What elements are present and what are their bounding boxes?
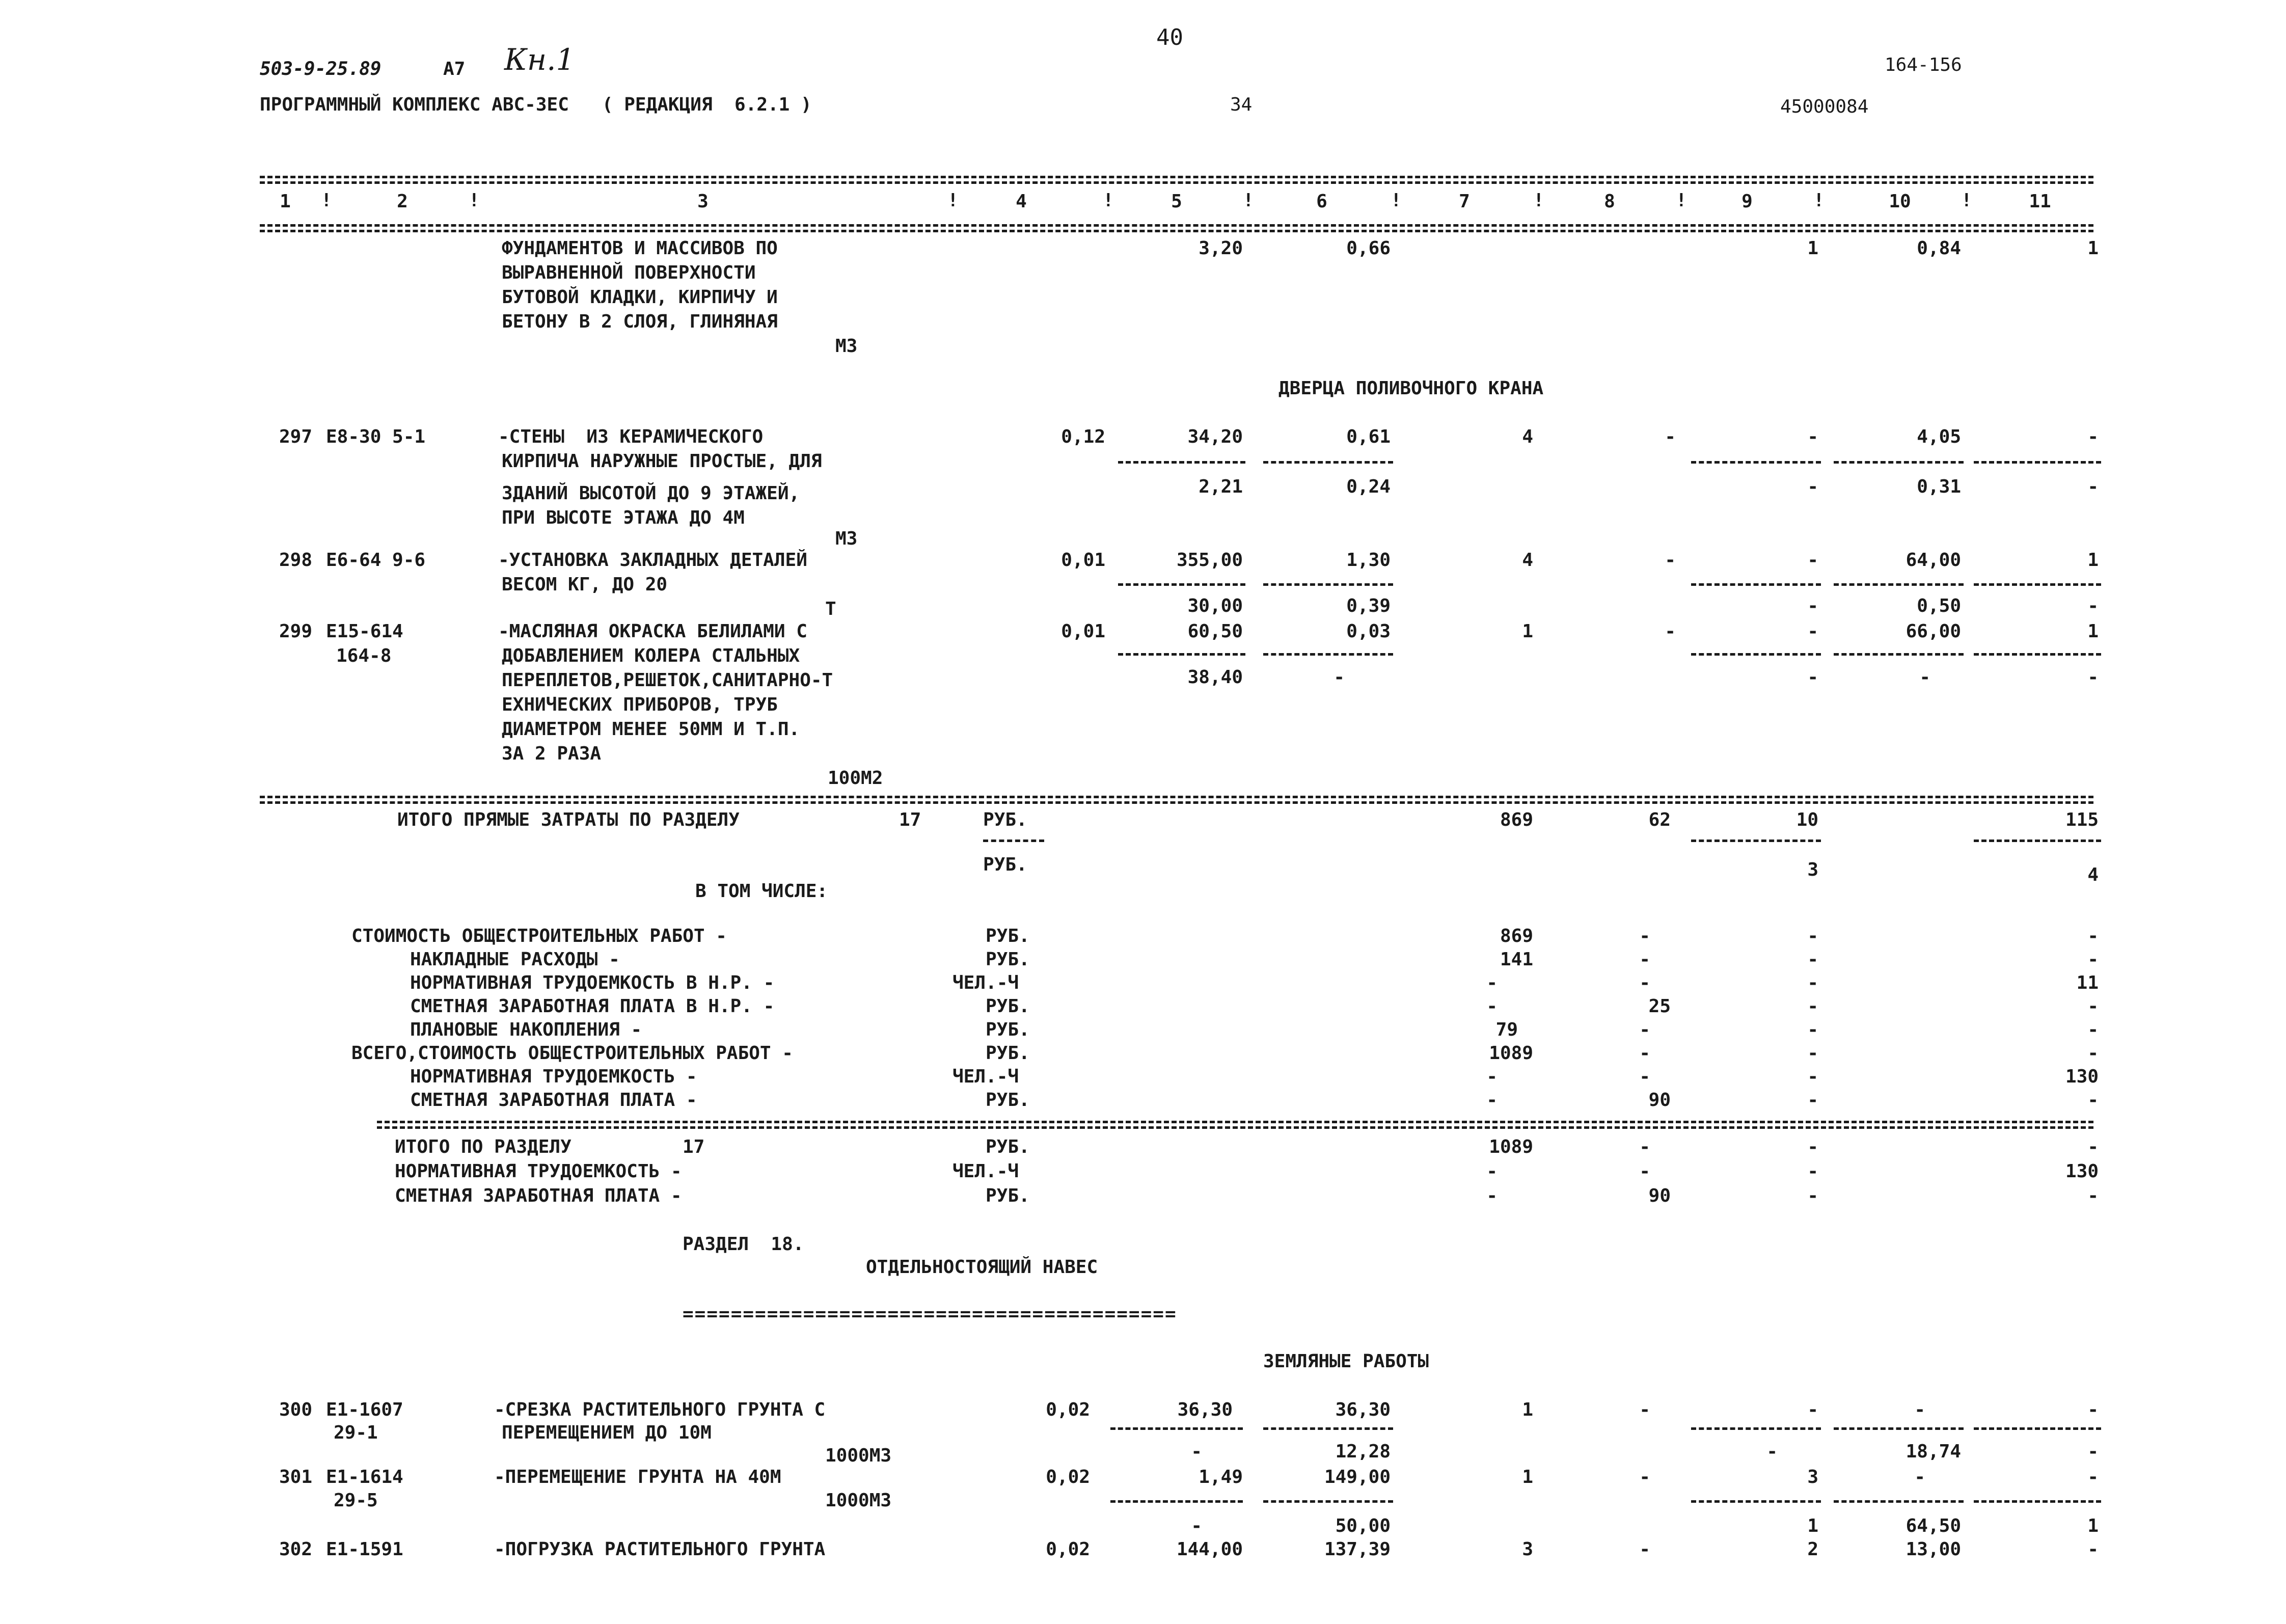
cell-rule xyxy=(1110,1427,1243,1433)
section-rule xyxy=(260,796,2093,801)
cell-col11: 130 xyxy=(2065,1066,2099,1087)
row-number: 299 xyxy=(279,621,313,642)
cell-col8: - xyxy=(1665,621,1676,642)
column-separator: ! xyxy=(947,190,959,211)
cell-rule xyxy=(1974,1427,2101,1433)
cell-col8: - xyxy=(1639,1136,1650,1157)
cell-col8: - xyxy=(1639,1161,1650,1182)
row-code: 164-8 xyxy=(336,645,392,666)
cell-col11: 115 xyxy=(2065,809,2099,830)
cell-rule xyxy=(1974,840,2101,845)
cell-col9: - xyxy=(1807,1399,1818,1420)
cell-rule xyxy=(983,840,1044,845)
list-item-label: НОРМАТИВНАЯ ТРУДОЕМКОСТЬ - xyxy=(410,1066,697,1087)
row-description: ДОБАВЛЕНИЕМ КОЛЕРА СТАЛЬНЫХ xyxy=(502,645,800,666)
row-description: ФУНДАМЕНТОВ И МАССИВОВ ПО xyxy=(502,238,778,259)
cell-col9: - xyxy=(1807,476,1818,497)
cell-col11: - xyxy=(2087,1090,2099,1111)
column-number: 5 xyxy=(1171,191,1182,212)
cell-col7: 1 xyxy=(1522,1467,1533,1487)
column-separator: ! xyxy=(1533,190,1544,211)
cell-rule xyxy=(1691,840,1821,845)
cell-col5: 60,50 xyxy=(1187,621,1243,642)
cell-col4: 0,02 xyxy=(1046,1467,1090,1487)
cell-col5: 2,21 xyxy=(1199,476,1243,497)
row-description: -СРЕЗКА РАСТИТЕЛЬНОГО ГРУНТА С xyxy=(494,1399,826,1420)
format-label: А7 xyxy=(443,59,466,79)
cell-col8: 90 xyxy=(1648,1090,1671,1111)
row-unit: Т xyxy=(825,599,836,619)
list-item-unit: РУБ. xyxy=(986,1090,1030,1111)
cell-col6: 12,28 xyxy=(1335,1441,1391,1462)
cell-col4: 0,01 xyxy=(1061,550,1105,571)
column-separator: ! xyxy=(1813,190,1825,211)
cell-col7: 1 xyxy=(1522,621,1533,642)
cell-rule xyxy=(1263,1427,1393,1433)
cell-col9: - xyxy=(1807,621,1818,642)
total-label: СМЕТНАЯ ЗАРАБОТНАЯ ПЛАТА - xyxy=(395,1185,682,1206)
total-label: ИТОГО ПРЯМЫЕ ЗАТРАТЫ ПО РАЗДЕЛУ xyxy=(397,809,740,830)
list-item-unit: РУБ. xyxy=(986,926,1030,946)
list-item-unit: РУБ. xyxy=(986,1043,1030,1064)
program-line: ПРОГРАММНЫЙ КОМПЛЕКС АВС-3ЕС ( РЕДАКЦИЯ 6.2.1 ) xyxy=(260,94,812,115)
row-unit: 1000М3 xyxy=(825,1490,892,1511)
cell-rule xyxy=(1691,1500,1821,1506)
row-description: -УСТАНОВКА ЗАКЛАДНЫХ ДЕТАЛЕЙ xyxy=(498,550,807,571)
cell-rule xyxy=(1974,653,2101,659)
list-item-label: СМЕТНАЯ ЗАРАБОТНАЯ ПЛАТА В Н.Р. - xyxy=(410,996,775,1017)
cell-col9: 10 xyxy=(1796,809,1818,830)
cell-col11: - xyxy=(2087,1539,2099,1560)
cell-col7: 869 xyxy=(1500,926,1533,946)
cell-col7: 869 xyxy=(1500,809,1533,830)
section-rule xyxy=(377,1121,2093,1126)
total-unit: РУБ. xyxy=(986,1185,1030,1206)
cell-col7: 141 xyxy=(1500,949,1533,970)
cell-rule xyxy=(1110,1500,1243,1506)
row-description: КИРПИЧА НАРУЖНЫЕ ПРОСТЫЕ, ДЛЯ xyxy=(502,451,822,472)
cell-col8: - xyxy=(1639,1399,1650,1420)
cell-col8: - xyxy=(1639,1467,1650,1487)
cell-col11: - xyxy=(2087,1399,2099,1420)
cell-col11: - xyxy=(2087,1185,2099,1206)
cell-rule xyxy=(1118,583,1245,589)
cell-col6: 36,30 xyxy=(1335,1399,1391,1420)
cell-col9: 2 xyxy=(1807,1539,1818,1560)
row-number: 297 xyxy=(279,426,313,447)
total-unit: РУБ. xyxy=(983,854,1027,875)
total-section-number: 17 xyxy=(683,1136,705,1157)
row-description: -СТЕНЫ ИЗ КЕРАМИЧЕСКОГО xyxy=(498,426,764,447)
row-number: 298 xyxy=(279,550,313,571)
cell-col8: - xyxy=(1639,1043,1650,1064)
cell-col11: 4 xyxy=(2087,864,2099,885)
row-description: БУТОВОЙ КЛАДКИ, КИРПИЧУ И xyxy=(502,287,778,308)
column-separator: ! xyxy=(321,190,332,211)
row-unit: М3 xyxy=(835,528,858,549)
cell-col11: 1 xyxy=(2087,621,2099,642)
cell-col9: - xyxy=(1807,1043,1818,1064)
cell-col11: 1 xyxy=(2087,238,2099,259)
row-code: 29-1 xyxy=(334,1422,378,1443)
cell-col10: 66,00 xyxy=(1906,621,1961,642)
subsection-title: ДВЕРЦА ПОЛИВОЧНОГО КРАНА xyxy=(1278,378,1544,399)
cell-col7: - xyxy=(1486,1066,1498,1087)
column-number: 2 xyxy=(397,191,408,212)
cell-col7: 4 xyxy=(1522,426,1533,447)
cell-col11: 11 xyxy=(2076,972,2099,993)
cell-col9: - xyxy=(1807,996,1818,1017)
cell-col8: 90 xyxy=(1648,1185,1671,1206)
cell-col9: 3 xyxy=(1807,1467,1818,1487)
cell-col7: 4 xyxy=(1522,550,1533,571)
row-unit: 1000М3 xyxy=(825,1445,892,1466)
table-header-rule xyxy=(260,224,2093,230)
cell-col10: - xyxy=(1914,1467,1925,1487)
column-separator: ! xyxy=(1103,190,1114,211)
row-description: ВЫРАВНЕННОЙ ПОВЕРХНОСТИ xyxy=(502,262,756,283)
row-code: 29-5 xyxy=(334,1490,378,1511)
cell-col6: - xyxy=(1334,667,1345,688)
row-code: Е1-1614 xyxy=(326,1467,403,1487)
document-code: 45000084 xyxy=(1780,96,1869,117)
list-item-unit: РУБ. xyxy=(986,949,1030,970)
cell-col6: 0,66 xyxy=(1346,238,1391,259)
cell-rule xyxy=(1263,1500,1393,1506)
cell-col9: 3 xyxy=(1807,859,1818,880)
cell-col8: - xyxy=(1665,426,1676,447)
cell-rule xyxy=(1691,583,1821,589)
cell-col10: 13,00 xyxy=(1906,1539,1961,1560)
cell-col5: 1,49 xyxy=(1199,1467,1243,1487)
list-item-label: ПЛАНОВЫЕ НАКОПЛЕНИЯ - xyxy=(410,1019,642,1040)
cell-col9: 1 xyxy=(1807,1515,1818,1536)
cell-rule xyxy=(1834,1500,1964,1506)
row-description: -МАСЛЯНАЯ ОКРАСКА БЕЛИЛАМИ С xyxy=(498,621,807,642)
column-number: 8 xyxy=(1604,191,1615,212)
cell-col7: - xyxy=(1486,972,1498,993)
column-number: 10 xyxy=(1889,191,1911,212)
row-description: ЗДАНИЙ ВЫСОТОЙ ДО 9 ЭТАЖЕЙ, xyxy=(502,483,800,504)
section-rule xyxy=(377,1126,2093,1132)
row-code: Е8-30 5-1 xyxy=(326,426,426,447)
cell-col11: - xyxy=(2087,926,2099,946)
row-code: Е15-614 xyxy=(326,621,403,642)
list-item-label: СМЕТНАЯ ЗАРАБОТНАЯ ПЛАТА - xyxy=(410,1090,697,1111)
cell-col6: 0,61 xyxy=(1346,426,1391,447)
total-unit: РУБ. xyxy=(983,809,1027,830)
including-label: В ТОМ ЧИСЛЕ: xyxy=(695,881,828,902)
cell-col6: 0,03 xyxy=(1346,621,1391,642)
cell-col9: - xyxy=(1807,972,1818,993)
row-number: 301 xyxy=(279,1467,313,1487)
row-description: ПЕРЕМЕЩЕНИЕМ ДО 10М xyxy=(502,1422,712,1443)
cell-col8: - xyxy=(1639,1019,1650,1040)
cell-col11: - xyxy=(2087,1467,2099,1487)
cell-col9: - xyxy=(1766,1441,1778,1462)
cell-rule xyxy=(1974,583,2101,589)
cell-col8: - xyxy=(1639,949,1650,970)
cell-col9: - xyxy=(1807,926,1818,946)
row-description: ПЕРЕПЛЕТОВ,РЕШЕТОК,САНИТАРНО-Т xyxy=(502,670,833,691)
page-number: 40 xyxy=(1156,24,1183,50)
list-item-unit: РУБ. xyxy=(986,1019,1030,1040)
column-number: 4 xyxy=(1016,191,1027,212)
cell-col6: 50,00 xyxy=(1335,1515,1391,1536)
cell-col4: 0,02 xyxy=(1046,1539,1090,1560)
cell-col11: - xyxy=(2087,596,2099,616)
cell-col9: - xyxy=(1807,1090,1818,1111)
cell-col7: 3 xyxy=(1522,1539,1533,1560)
row-description: ДИАМЕТРОМ МЕНЕЕ 50ММ И Т.П. xyxy=(502,719,800,740)
cell-col7: 79 xyxy=(1495,1019,1518,1040)
cell-col9: - xyxy=(1807,596,1818,616)
cell-col8: - xyxy=(1639,972,1650,993)
cell-col10: 0,50 xyxy=(1917,596,1961,616)
column-number: 11 xyxy=(2029,191,2051,212)
column-separator: ! xyxy=(1391,190,1402,211)
cell-rule xyxy=(1834,583,1964,589)
cell-col9: - xyxy=(1807,667,1818,688)
column-number: 3 xyxy=(697,191,709,212)
row-unit: 100М2 xyxy=(828,768,883,789)
column-number: 1 xyxy=(280,191,291,212)
cell-col5: 38,40 xyxy=(1187,667,1243,688)
cell-col11: - xyxy=(2087,1043,2099,1064)
cell-col6: 0,24 xyxy=(1346,476,1391,497)
sheet-range: 164-156 xyxy=(1885,55,1962,75)
total-section-number: 17 xyxy=(899,809,921,830)
row-description: ЗА 2 РАЗА xyxy=(502,743,602,764)
cell-col7: 1 xyxy=(1522,1399,1533,1420)
row-description: ВЕСОМ КГ, ДО 20 xyxy=(502,574,668,595)
cell-col10: 18,74 xyxy=(1906,1441,1961,1462)
cell-col6: 149,00 xyxy=(1324,1467,1391,1487)
cell-col10: 64,50 xyxy=(1906,1515,1961,1536)
cell-col11: - xyxy=(2087,996,2099,1017)
cell-col11: 1 xyxy=(2087,550,2099,571)
table-top-rule xyxy=(260,181,2093,187)
cell-col5: 144,00 xyxy=(1176,1539,1243,1560)
cell-col11: - xyxy=(2087,1019,2099,1040)
list-item-unit: РУБ. xyxy=(986,996,1030,1017)
cell-col6: 137,39 xyxy=(1324,1539,1391,1560)
column-separator: ! xyxy=(469,190,480,211)
cell-col11: - xyxy=(2087,1136,2099,1157)
cell-rule xyxy=(1974,1500,2101,1506)
cell-col9: - xyxy=(1807,949,1818,970)
row-description: -ПОГРУЗКА РАСТИТЕЛЬНОГО ГРУНТА xyxy=(494,1539,826,1560)
cell-col4: 0,02 xyxy=(1046,1399,1090,1420)
list-item-unit: ЧЕЛ.-Ч xyxy=(953,1066,1019,1087)
row-description: ПРИ ВЫСОТЕ ЭТАЖА ДО 4М xyxy=(502,507,745,528)
cell-col9: - xyxy=(1807,1161,1818,1182)
cell-col11: - xyxy=(2087,667,2099,688)
row-number: 302 xyxy=(279,1539,313,1560)
row-description: ЕХНИЧЕСКИХ ПРИБОРОВ, ТРУБ xyxy=(502,694,778,715)
cell-col11: - xyxy=(2087,1441,2099,1462)
cell-col5: - xyxy=(1191,1441,1202,1462)
cell-col7: 1089 xyxy=(1489,1136,1533,1157)
cell-rule xyxy=(1834,461,1964,467)
total-label: ИТОГО ПО РАЗДЕЛУ xyxy=(395,1136,572,1157)
column-separator: ! xyxy=(1243,190,1254,211)
total-unit: ЧЕЛ.-Ч xyxy=(953,1161,1019,1182)
cell-col6: 1,30 xyxy=(1346,550,1391,571)
list-item-unit: ЧЕЛ.-Ч xyxy=(953,972,1019,993)
table-header-rule xyxy=(260,230,2093,235)
cell-col9: - xyxy=(1807,1136,1818,1157)
cell-col5: - xyxy=(1191,1515,1202,1536)
list-item-label: НАКЛАДНЫЕ РАСХОДЫ - xyxy=(410,949,620,970)
total-unit: РУБ. xyxy=(986,1136,1030,1157)
cell-col10: - xyxy=(1919,667,1930,688)
sheet-number: 34 xyxy=(1230,94,1253,115)
row-description: БЕТОНУ В 2 СЛОЯ, ГЛИНЯНАЯ xyxy=(502,311,778,332)
section-heading: РАЗДЕЛ 18. xyxy=(683,1234,804,1255)
cell-col4: 0,12 xyxy=(1061,426,1105,447)
total-label: НОРМАТИВНАЯ ТРУДОЕМКОСТЬ - xyxy=(395,1161,682,1182)
cell-rule xyxy=(1834,1427,1964,1433)
cell-rule xyxy=(1834,653,1964,659)
cell-col10: 0,84 xyxy=(1917,238,1961,259)
subsection-title: ЗЕМЛЯНЫЕ РАБОТЫ xyxy=(1263,1351,1429,1372)
cell-col11: - xyxy=(2087,476,2099,497)
cell-rule xyxy=(1263,583,1393,589)
cell-col8: - xyxy=(1639,1539,1650,1560)
cell-col10: - xyxy=(1914,1399,1925,1420)
cell-col5: 355,00 xyxy=(1176,550,1243,571)
cell-col11: - xyxy=(2087,426,2099,447)
column-separator: ! xyxy=(1676,190,1687,211)
cell-rule xyxy=(1691,653,1821,659)
cell-col5: 3,20 xyxy=(1199,238,1243,259)
cell-col11: 1 xyxy=(2087,1515,2099,1536)
row-code: Е1-1591 xyxy=(326,1539,403,1560)
handwritten-book-note: Кн.1 xyxy=(504,42,575,77)
cell-col6: 0,39 xyxy=(1346,596,1391,616)
cell-col11: - xyxy=(2087,949,2099,970)
row-description: -ПЕРЕМЕЩЕНИЕ ГРУНТА НА 40М xyxy=(494,1467,781,1487)
cell-col9: 1 xyxy=(1807,238,1818,259)
cell-col8: 25 xyxy=(1648,996,1671,1017)
section-rule xyxy=(260,801,2093,807)
cell-col10: 64,00 xyxy=(1906,550,1961,571)
column-number: 6 xyxy=(1316,191,1327,212)
column-separator: ! xyxy=(1961,190,1972,211)
cell-col7: - xyxy=(1486,1090,1498,1111)
cell-col8: - xyxy=(1665,550,1676,571)
cell-col11: 130 xyxy=(2065,1161,2099,1182)
cell-col5: 36,30 xyxy=(1177,1399,1233,1420)
row-code: Е6-64 9-6 xyxy=(326,550,426,571)
cell-col5: 34,20 xyxy=(1187,426,1243,447)
list-item-label: СТОИМОСТЬ ОБЩЕСТРОИТЕЛЬНЫХ РАБОТ - xyxy=(351,926,727,946)
cell-rule xyxy=(1691,1427,1821,1433)
row-code: Е1-1607 xyxy=(326,1399,403,1420)
row-number: 300 xyxy=(279,1399,313,1420)
cell-col8: - xyxy=(1639,1066,1650,1087)
column-number: 7 xyxy=(1459,191,1470,212)
cell-rule xyxy=(1691,461,1821,467)
cell-col9: - xyxy=(1807,426,1818,447)
cell-col10: 0,31 xyxy=(1917,476,1961,497)
cell-col9: - xyxy=(1807,1185,1818,1206)
cell-col8: 62 xyxy=(1648,809,1671,830)
cell-rule xyxy=(1118,653,1245,659)
cell-rule xyxy=(1263,653,1393,659)
cell-col7: 1089 xyxy=(1489,1043,1533,1064)
column-number: 9 xyxy=(1741,191,1753,212)
row-unit: М3 xyxy=(835,336,858,357)
cell-col5: 30,00 xyxy=(1187,596,1243,616)
doc-code: 503-9-25.89 xyxy=(260,59,382,79)
cell-col8: - xyxy=(1639,926,1650,946)
table-top-rule xyxy=(260,176,2093,181)
cell-col9: - xyxy=(1807,550,1818,571)
list-item-label: ВСЕГО,СТОИМОСТЬ ОБЩЕСТРОИТЕЛЬНЫХ РАБОТ - xyxy=(351,1043,793,1064)
cell-col10: 4,05 xyxy=(1917,426,1961,447)
cell-col9: - xyxy=(1807,1019,1818,1040)
cell-col7: - xyxy=(1486,1185,1498,1206)
cell-rule xyxy=(1263,461,1393,467)
cell-col7: - xyxy=(1486,996,1498,1017)
list-item-label: НОРМАТИВНАЯ ТРУДОЕМКОСТЬ В Н.Р. - xyxy=(410,972,775,993)
section-title: ОТДЕЛЬНОСТОЯЩИЙ НАВЕС xyxy=(866,1257,1098,1278)
cell-rule xyxy=(1974,461,2101,467)
cell-col4: 0,01 xyxy=(1061,621,1105,642)
cell-col7: - xyxy=(1486,1161,1498,1182)
cell-rule xyxy=(1118,461,1245,467)
equals-separator: ========================================= xyxy=(683,1304,1177,1324)
cell-col9: - xyxy=(1807,1066,1818,1087)
